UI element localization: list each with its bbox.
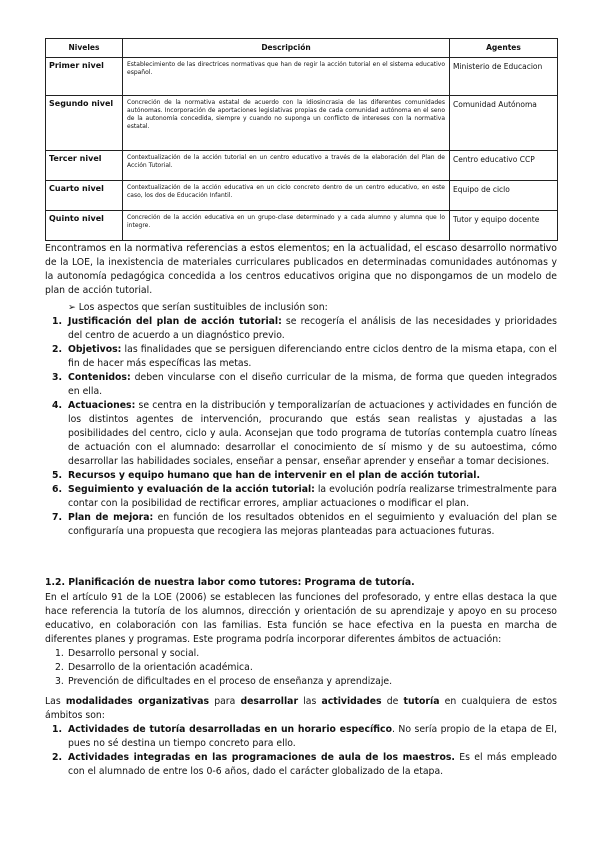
list-item: 3. Contenidos: deben vincularse con el diseño curricular de la misma, de forma que queden integrados en ella.	[52, 372, 557, 397]
level-cell: Primer nivel	[46, 58, 123, 96]
body-bottom	[45, 576, 557, 779]
list-item: 3. Prevención de dificultades en el proceso de enseñanza y aprendizaje.	[55, 676, 393, 687]
list-item: 1. Actividades de tutoría desarrolladas en un horario específico. No sería propio de la etapa de EI, pues no sé destina un tiempo concreto para ello.	[52, 724, 557, 749]
agent-cell: Ministerio de Educacion	[450, 58, 558, 96]
level-cell: Tercer nivel	[46, 151, 123, 181]
intro-paragraph: Encontramos en la normativa referencias a estos elementos; en la actualidad, el escaso desarrollo normativo de la LOE, la inexistencia de materiales curriculares publicados en determinadas comunidades autónomas y la autonomía pedagógica concedida a los centros educativos origina que no dispongamos de un modelo de plan de acción tutorial.	[45, 243, 557, 296]
list-item: 2. Desarrollo de la orientación académica.	[55, 662, 253, 673]
header-agents: Agentes	[450, 39, 558, 58]
description-cell: Concreción de la normativa estatal de acuerdo con la idiosincrasia de las diferentes comunidades autónomas. Incorporación de aportaciones legislativas propias de cada comunidad autónoma en el seno de la autonomía concedida, siempre y cuando no suponga un conflicto de intereses con la normativa estatal.	[123, 96, 450, 151]
header-levels: Niveles	[46, 39, 123, 58]
list-item: 5. Recursos y equipo humano que han de intervenir en el plan de acción tutorial.	[52, 470, 480, 481]
table-row	[46, 211, 558, 241]
areas-list	[45, 647, 557, 689]
aspects-intro: ➢ Los aspectos que serían sustituibles de inclusión son:	[68, 302, 328, 313]
agent-cell: Tutor y equipo docente	[450, 211, 558, 241]
table-row	[46, 96, 558, 151]
modalities-intro: Las modalidades organizativas para desarrollar las actividades de tutoría en cualquiera de estos ámbitos son:	[45, 696, 557, 721]
list-item: 2. Actividades integradas en las programaciones de aula de los maestros. Es el más empleado con el alumnado de entre los 0-6 años, dado el carácter globalizado de la etapa.	[52, 752, 557, 777]
list-item: 1. Desarrollo personal y social.	[55, 648, 200, 659]
level-cell: Quinto nivel	[46, 211, 123, 241]
list-item: 7. Plan de mejora: en función de los resultados obtenidos en el seguimiento y evaluación del plan se configuraría una propuesta que recogiera las mejoras planteadas para actuaciones futuras.	[52, 512, 557, 537]
list-item: 1. Justificación del plan de acción tutorial: se recogería el análisis de las necesidades y prioridades del centro de acuerdo a un diagnóstico previo.	[52, 316, 557, 341]
section-heading: 1.2. Planificación de nuestra labor como tutores: Programa de tutoría.	[45, 577, 415, 588]
table-row	[46, 181, 558, 211]
list-item: 2. Objetivos: las finalidades que se persiguen diferenciando entre ciclos dentro de la misma etapa, con el fin de hacer más específicas las metas.	[52, 344, 557, 369]
level-cell: Segundo nivel	[46, 96, 123, 151]
table-row	[46, 58, 558, 96]
table-header-row	[46, 39, 558, 58]
level-cell: Cuarto nivel	[46, 181, 123, 211]
aspects-list	[45, 315, 557, 539]
modalities-list	[45, 723, 557, 779]
table-row	[46, 151, 558, 181]
agent-cell: Equipo de ciclo	[450, 181, 558, 211]
description-cell: Contextualización de la acción educativa en un ciclo concreto dentro de un centro educativo, en este caso, los dos de Educación Infantil.	[123, 181, 450, 211]
list-item: 4. Actuaciones: se centra en la distribución y temporalizarían de actuaciones y actividades en función de los distintos agentes de intervención, procurando que estás sean realistas y ajustadas a las posibilidades del centro, ciclo y aula. Aconsejan que todo programa de tutorías contempla cuatro líneas de actuación con el alumnado: desarrollar el conocimiento de sí mismo y de su autoestima, cómo desarrollar las habilidades sociales, enseñar a pensar, enseñar aprender y enseñar a tomar decisiones.	[52, 400, 557, 467]
section-paragraph: En el artículo 91 de la LOE (2006) se establecen las funciones del profesorado, y entre ellas destaca la que hace referencia la tutoría de los alumnos, dirección y orientación de su aprendizaje y apoyo en su proceso educativo, en colaboración con las familias. Esta función se hace efectiva en la puesta en marcha de diferentes planes y programas. Este programa podría incorporar diferentes ámbitos de actuación:	[45, 592, 557, 645]
description-cell: Contextualización de la acción tutorial en un centro educativo a través de la elaboración del Plan de Acción Tutorial.	[123, 151, 450, 181]
description-cell: Establecimiento de las directrices normativas que han de regir la acción tutorial en el sistema educativo español.	[123, 58, 450, 96]
description-cell: Concreción de la acción educativa en un grupo-clase determinado y a cada alumno y alumna que lo integre.	[123, 211, 450, 241]
header-description: Descripción	[123, 39, 450, 58]
levels-table	[45, 38, 558, 241]
body-top	[45, 242, 557, 539]
agent-cell: Centro educativo CCP	[450, 151, 558, 181]
list-item: 6. Seguimiento y evaluación de la acción tutorial: la evolución podría realizarse trimestralmente para contar con la posibilidad de rectificar errores, ampliar actuaciones o modificar el plan.	[52, 484, 557, 509]
agent-cell: Comunidad Autónoma	[450, 96, 558, 151]
